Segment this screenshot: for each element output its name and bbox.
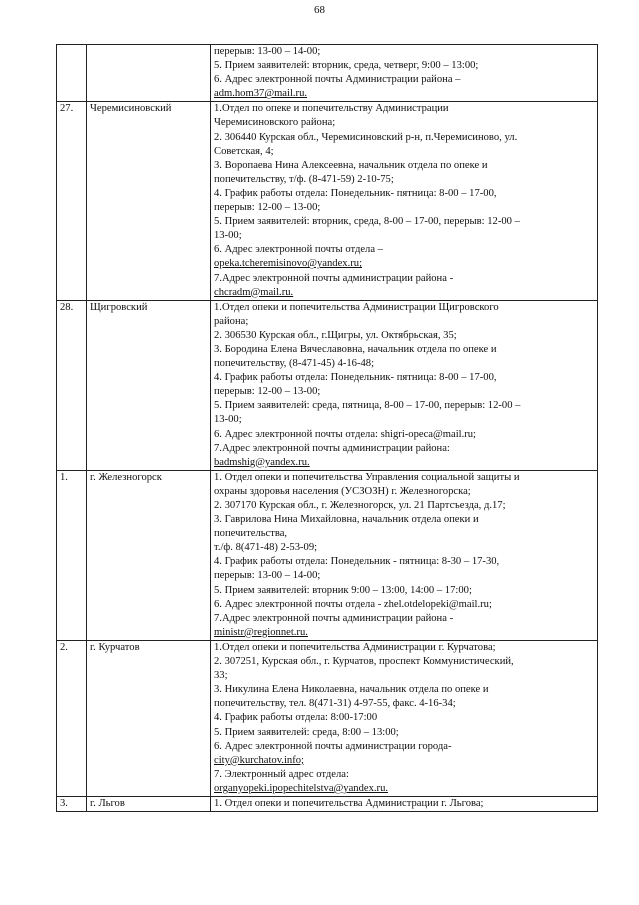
- detail-line: 2. 307170 Курская обл., г. Железногорск, ул. 21 Партсъезда, д.17;: [214, 500, 506, 511]
- detail-line: 7. Электронный адрес отдела:: [214, 768, 349, 780]
- district-name: г. Железногорск: [87, 470, 211, 640]
- table-row: [57, 102, 598, 300]
- detail-line: 1.Отдел опеки и попечительства Администрации г. Курчатова;: [214, 641, 496, 653]
- detail-line: 7.Адрес электронной почты администрации района:: [214, 442, 450, 454]
- table-body: [57, 45, 598, 812]
- table-row: [57, 796, 598, 811]
- detail-line: попечительству, т/ф. (8-471-59) 2-10-75;: [214, 173, 394, 185]
- detail-line: 5. Прием заявителей: вторник 9:00 – 13:00, 14:00 – 17:00;: [214, 584, 472, 596]
- detail-line: 5. Прием заявителей: вторник, среда, 8-00 – 17-00, перерыв: 12-00 –: [214, 216, 520, 228]
- detail-line: 1.Отдел по опеке и попечительству Администрации: [214, 103, 449, 115]
- detail-line: 4. График работы отдела: 8:00-17:00: [214, 712, 378, 724]
- contact-details: [211, 470, 598, 640]
- detail-line: 4. График работы отдела: Понедельник- пятница: 8-00 – 17-00,: [214, 372, 497, 384]
- detail-line: попечительства,: [214, 528, 288, 540]
- detail-line: 2. 306530 Курская обл., г.Щигры, ул. Октябрьская, 35;: [214, 329, 457, 341]
- detail-line: 5. Прием заявителей: среда, пятница, 8-00 – 17-00, перерыв: 12-00 –: [214, 400, 521, 412]
- detail-line: 3. Бородина Елена Вячеславовна, начальник отдела по опеке и: [214, 343, 497, 355]
- detail-line: попечительству, тел. 8(471-31) 4-97-55, факс. 4-16-34;: [214, 698, 456, 710]
- detail-line: 7.Адрес электронной почты администрации района -: [214, 612, 454, 624]
- district-name: г. Курчатов: [87, 640, 211, 796]
- row-number: 1.: [57, 470, 87, 640]
- detail-line: 2. 306440 Курская обл., Черемисиновский р-н, п.Черемисиново, ул.: [214, 131, 518, 143]
- detail-line: 7.Адрес электронной почты администрации района -: [214, 272, 454, 284]
- detail-line: 6. Адрес электронной почты Администрации района –: [214, 74, 461, 86]
- detail-line: 13-00;: [214, 230, 242, 242]
- detail-line: 5. Прием заявителей: вторник, среда, четверг, 9:00 – 13:00;: [214, 60, 479, 72]
- detail-line: попечительству, (8-471-45) 4-16-48;: [214, 358, 375, 370]
- detail-line: 6. Адрес электронной почты отдела - zhel.otdelopeki@mail.ru;: [214, 598, 492, 610]
- contact-details: [211, 45, 598, 102]
- table-row: [57, 300, 598, 470]
- detail-line: 4. График работы отдела: Понедельник - пятница: 8-30 – 17-30,: [214, 556, 500, 568]
- detail-line: 1. Отдел опеки и попечительства Администрации г. Льгова;: [214, 797, 484, 809]
- detail-line: 6. Адрес электронной почты отдела –: [214, 244, 383, 256]
- detail-line: перерыв: 13-00 – 14-00;: [214, 570, 321, 582]
- detail-line: 13-00;: [214, 414, 242, 426]
- detail-line: 4. График работы отдела: Понедельник- пятница: 8-00 – 17-00,: [214, 187, 497, 199]
- detail-line: 1.Отдел опеки и попечительства Администрации Щигровского: [214, 301, 499, 313]
- page-number: 68: [314, 4, 325, 16]
- detail-line: adm.hom37@mail.ru.: [214, 88, 308, 100]
- row-number: 2.: [57, 640, 87, 796]
- contact-details: [211, 300, 598, 470]
- detail-line: 5. Прием заявителей: среда, 8:00 – 13:00;: [214, 726, 399, 738]
- detail-line: 3. Никулина Елена Николаевна, начальник отдела по опеке и: [214, 684, 489, 696]
- table-row: [57, 470, 598, 640]
- detail-line: района;: [214, 315, 249, 327]
- row-number: [57, 45, 87, 102]
- detail-line: Черемисиновского района;: [214, 117, 336, 129]
- detail-line: 1. Отдел опеки и попечительства Управления социальной защиты и: [214, 471, 520, 483]
- detail-line: 6. Адрес электронной почты отдела: shigri-opeca@mail.ru;: [214, 428, 476, 440]
- detail-line: 2. 307251, Курская обл., г. Курчатов, проспект Коммунистический,: [214, 656, 514, 668]
- table-row: [57, 640, 598, 796]
- detail-line: organyopeki.ipopechitelstva@yandex.ru.: [214, 782, 389, 794]
- district-name: г. Льгов: [87, 796, 211, 811]
- detail-line: Советская, 4;: [214, 145, 274, 157]
- district-name: Щигровский: [87, 300, 211, 470]
- row-number: 28.: [57, 300, 87, 470]
- detail-line: охраны здоровья населения (УСЗОЗН) г. Железногорска;: [214, 485, 471, 497]
- detail-line: перерыв: 12-00 – 13-00;: [214, 202, 321, 214]
- row-number: 3.: [57, 796, 87, 811]
- detail-line: chcradm@mail.ru.: [214, 286, 294, 298]
- detail-line: 3. Воропаева Нина Алексеевна, начальник отдела по опеке и: [214, 159, 488, 171]
- district-name: [87, 45, 211, 102]
- table-row: [57, 45, 598, 102]
- detail-line: city@kurchatov.info;: [214, 754, 304, 766]
- detail-line: badmshig@yandex.ru.: [214, 456, 310, 468]
- row-number: 27.: [57, 102, 87, 300]
- districts-table: [56, 44, 598, 812]
- detail-line: т./ф. 8(471-48) 2-53-09;: [214, 542, 318, 554]
- detail-line: 6. Адрес электронной почты администрации города-: [214, 740, 452, 752]
- contact-details: [211, 796, 598, 811]
- contact-details: [211, 102, 598, 300]
- detail-line: перерыв: 13-00 – 14-00;: [214, 46, 321, 57]
- detail-line: перерыв: 12-00 – 13-00;: [214, 386, 321, 398]
- detail-line: 33;: [214, 670, 228, 682]
- detail-line: ministr@regionnet.ru.: [214, 626, 308, 638]
- detail-line: 3. Гаврилова Нина Михайловна, начальник отдела опеки и: [214, 514, 479, 526]
- detail-line: opeka.tcheremisinovo@yandex.ru;: [214, 258, 363, 270]
- district-name: Черемисиновский: [87, 102, 211, 300]
- contact-details: [211, 640, 598, 796]
